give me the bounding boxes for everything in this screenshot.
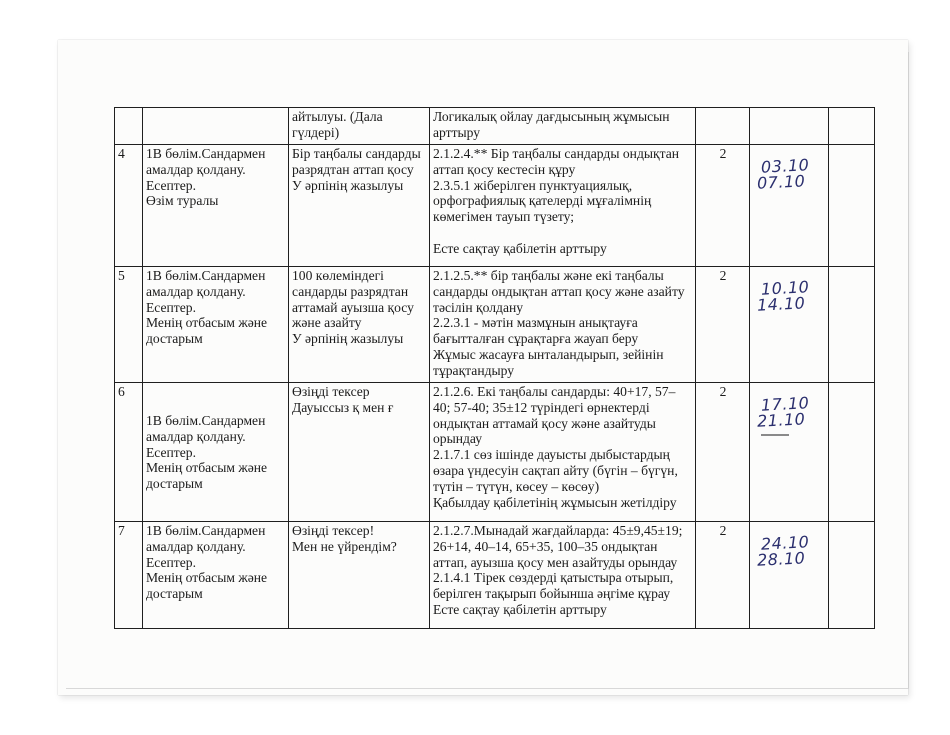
objective-line: берілген тақырып бойынша әңгіме құрау [433, 586, 671, 602]
section-line: достарым [146, 476, 203, 492]
objective-line: Жұмыс жасауға ынталандырып, зейінін [433, 346, 664, 362]
topic-line: Өзіңді тексер! [292, 523, 375, 538]
objective-line: Есте сақтау қабілетін арттыру [433, 240, 607, 256]
objectives-cell [430, 145, 696, 267]
section-line: амалдар қолдану. [146, 161, 246, 177]
section-line: Есептер. [146, 444, 196, 460]
objective-line: аттап, ауызша қосу мен азайтуды орындау [433, 554, 678, 570]
topic-line: разрядтан аттап қосу [292, 161, 414, 177]
hours-cell [696, 108, 750, 145]
table-row [115, 383, 875, 522]
section-line: амалдар қолдану. [146, 538, 246, 554]
section-line: Есептер. [146, 554, 196, 570]
objective-line: 2.1.2.5.** бір таңбалы және екі таңбалы [433, 268, 664, 283]
topic-line: У әрпінің жазылуы [292, 177, 404, 193]
objective-line: 40; 57-40; 35±12 түріндегі өрнектерді [433, 399, 650, 415]
section-line: Есептер. [146, 177, 196, 193]
topic-cell [289, 267, 430, 383]
section-line: Есептер. [146, 299, 196, 315]
objective-line: арттыру [433, 124, 481, 140]
hours-cell: 2 [696, 522, 750, 629]
objective-line: 2.1.2.6. Екі таңбалы сандарды: 40+17, 57– [433, 384, 676, 399]
notes-cell [829, 145, 875, 267]
objective-line: 26+14, 40–14, 65+35, 100–35 ондықтан [433, 538, 658, 554]
objective-line: тұрақтандыру [433, 362, 515, 378]
notes-cell [829, 108, 875, 145]
lesson-number-cell: 6 [115, 383, 143, 522]
section-line: амалдар қолдану. [146, 428, 246, 444]
handwritten-date: 21.10 [756, 409, 806, 431]
handwritten-date: 03.10 [760, 155, 810, 177]
topic-cell [289, 522, 430, 629]
section-line: Менің отбасым және [146, 570, 268, 586]
objective-line: 2.3.5.1 жіберілген пунктуациялық, [433, 177, 633, 193]
objective-line: Логикалық ойлау дағдысының жұмысын [433, 109, 670, 124]
objective-line: өзара үндесуін сақтап айту (бүгін – бүгүн, [433, 462, 678, 478]
topic-line: 100 көлеміндегі [292, 268, 384, 283]
topic-line: және азайту [292, 315, 362, 331]
topic-line: У әрпінің жазылуы [292, 331, 404, 347]
topic-cell [289, 108, 430, 145]
section-cell [143, 267, 289, 383]
lesson-plan-table [114, 107, 875, 629]
objectives-cell [430, 383, 696, 522]
objective-line: орындау [433, 431, 483, 447]
section-line: 1В бөлім.Сандармен [146, 146, 266, 161]
lesson-number-cell: 7 [115, 522, 143, 629]
objective-line: 2.1.2.4.** Бір таңбалы сандарды ондықтан [433, 146, 680, 161]
lesson-number-cell: 5 [115, 267, 143, 383]
objective-line: 2.1.2.7.Мынадай жағдайларда: 45±9,45±19; [433, 523, 683, 538]
table-row [115, 145, 875, 267]
dates-cell [750, 145, 829, 267]
dates-cell [750, 108, 829, 145]
lesson-number-cell: 4 [115, 145, 143, 267]
topic-line: гүлдері) [292, 124, 340, 140]
objective-line: Қабылдау қабілетінің жұмысын жетілдіру [433, 494, 677, 510]
section-line: Менің отбасым және [146, 315, 268, 331]
objective-line: 2.1.7.1 сөз ішінде дауысты дыбыстардың [433, 447, 670, 463]
topic-line: айтылуы. (Дала [292, 109, 383, 124]
objective-line: ондықтан аттамай қосу және азайтуды [433, 415, 656, 431]
objective-line: Есте сақтау қабілетін арттыру [433, 601, 607, 617]
handwritten-date: 10.10 [760, 277, 810, 299]
section-line: Өзім туралы [146, 193, 219, 209]
objective-line: көмегімен тауып түзету; [433, 209, 575, 225]
hours-cell: 2 [696, 383, 750, 522]
objective-line: 2.2.3.1 - мәтін мазмұнын анықтауға [433, 315, 638, 331]
handwritten-date: 07.10 [756, 171, 806, 193]
objective-line: тәсілін қолдану [433, 299, 524, 315]
table-row [115, 108, 875, 145]
section-line: достарым [146, 331, 203, 347]
section-line: Менің отбасым және [146, 460, 268, 476]
handwritten-dash [761, 434, 789, 436]
handwritten-date: 28.10 [756, 548, 806, 570]
notes-cell [829, 522, 875, 629]
objective-line: орфографиялық қателерді мұғалімнің [433, 193, 652, 209]
topic-cell [289, 145, 430, 267]
handwritten-date: 17.10 [760, 393, 810, 415]
topic-line: аттамай ауызша қосу [292, 299, 414, 315]
dates-cell [750, 522, 829, 629]
section-cell [143, 522, 289, 629]
topic-line: сандарды разрядтан [292, 283, 409, 299]
objective-line: аттап қосу кестесін құру [433, 161, 576, 177]
dates-cell [750, 383, 829, 522]
section-line: 1В бөлім.Сандармен [146, 413, 266, 428]
section-cell [143, 108, 289, 145]
table-row [115, 267, 875, 383]
objectives-cell [430, 267, 696, 383]
objective-line: бағытталған сұрақтарға жауап беру [433, 331, 639, 347]
topic-line: Дауыссыз қ мен ғ [292, 399, 394, 415]
topic-line: Бір таңбалы сандарды [292, 146, 421, 161]
topic-cell [289, 383, 430, 522]
hours-cell: 2 [696, 145, 750, 267]
section-line: 1В бөлім.Сандармен [146, 523, 266, 538]
section-cell [143, 383, 289, 522]
objective-line: сандарды ондықтан аттап қосу және азайту [433, 283, 685, 299]
notes-cell [829, 267, 875, 383]
objectives-cell [430, 522, 696, 629]
objective-line [433, 225, 693, 241]
table-row [115, 522, 875, 629]
notes-cell [829, 383, 875, 522]
topic-line: Өзіңді тексер [292, 384, 370, 399]
topic-line: Мен не үйрендім? [292, 538, 397, 554]
handwritten-date: 14.10 [756, 293, 806, 315]
section-line: 1В бөлім.Сандармен [146, 268, 266, 283]
objective-line: 2.1.4.1 Тірек сөздерді қатыстыра отырып, [433, 570, 674, 586]
hours-cell: 2 [696, 267, 750, 383]
handwritten-date: 24.10 [760, 532, 810, 554]
dates-cell [750, 267, 829, 383]
lesson-number-cell [115, 108, 143, 145]
section-line: амалдар қолдану. [146, 283, 246, 299]
objectives-cell [430, 108, 696, 145]
section-line: достарым [146, 586, 203, 602]
objective-line: түтін – түтүн, көсеу – көсөу) [433, 478, 600, 494]
section-cell [143, 145, 289, 267]
